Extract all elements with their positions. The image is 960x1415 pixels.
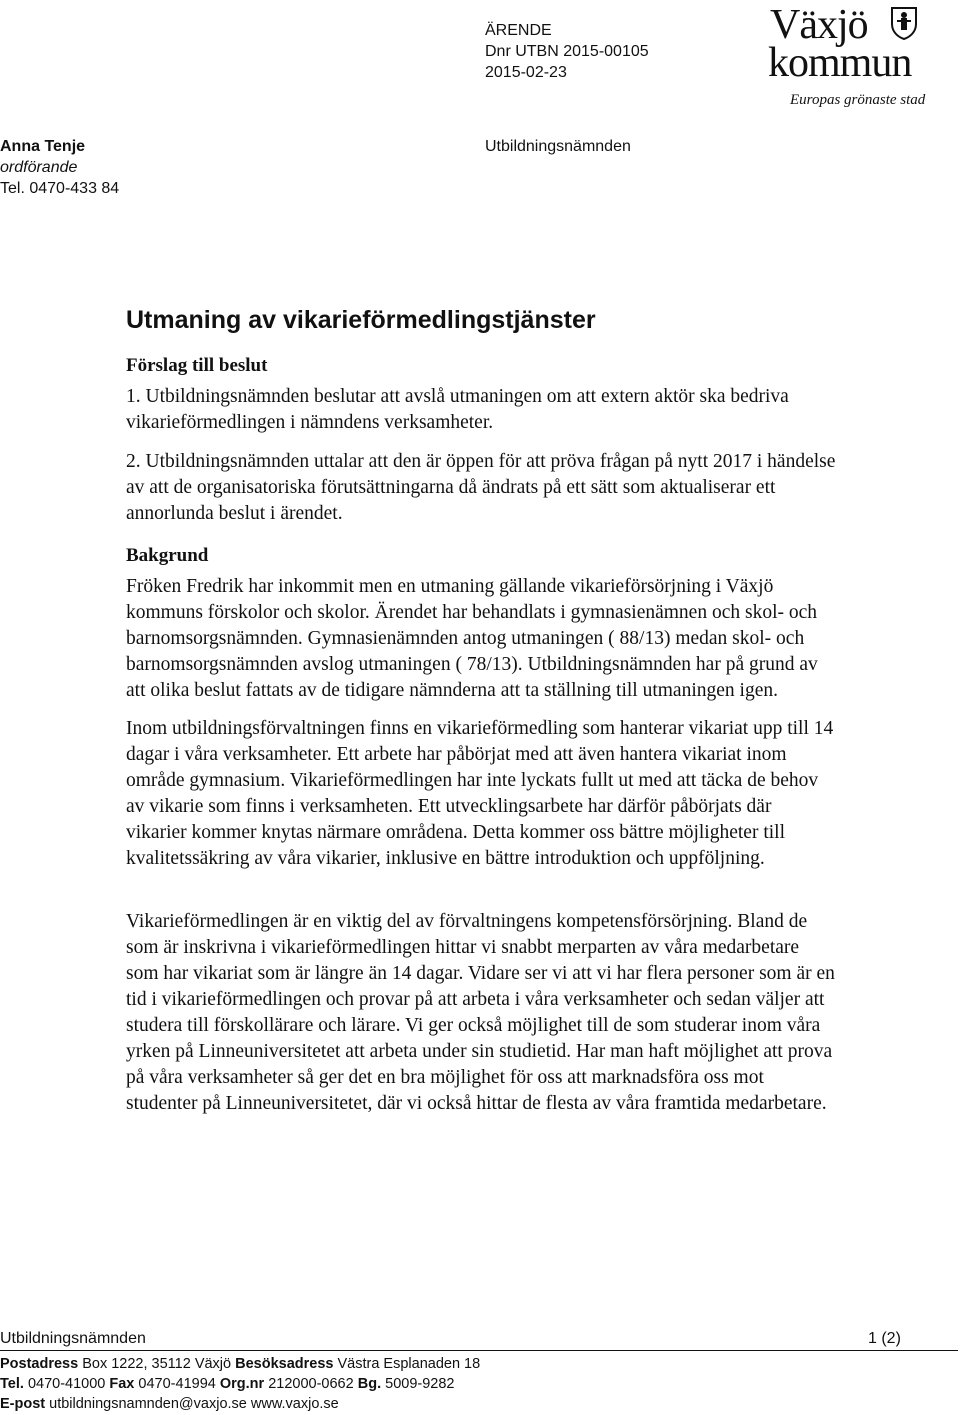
- coat-of-arms-icon: [890, 6, 918, 40]
- background-paragraph-1: Fröken Fredrik har inkommit men en utmaning gällande vikarieförsörjning i Växjö kommuns förskolor och skolor. Ärendet har behandlats i gymnasienämnen och skol- och barnomsorgsnämnden. Gymnasienämnden antog utmaningen ( 88/13) medan skol- och barnomsorgsnämnden avslog utmaningen ( 78/13). Utbildningsnämnden har på grund av att olika beslut fattats av de tidigare nämnderna att ta ställning till utmaningen igen.: [126, 576, 818, 701]
- tel-value: 0470-41000: [27, 1376, 106, 1392]
- email-line: [0, 1394, 480, 1414]
- sender-role: ordförande: [0, 159, 78, 176]
- sender-block: [0, 136, 119, 199]
- background-paragraph-2: Inom utbildningsförvaltningen finns en vikarieförmedling som hanterar vikariat upp till 14 dagar i våra verksamheter. Ett arbete har påbörjat med att även hantera vikariat inom område gymnasium. Vikarieförmedlingen har inte lyckats fullt ut med att täcka de behov av vikarie som finns i verksamheten. Ett utvecklingsarbete har därför påbörjats där vikarier kommer knytas närmare områdena. Detta kommer oss bättre möjligheter till kvalitetssäkring av våra vikarier, inklusive en bättre introduktion och uppföljning.: [126, 718, 834, 869]
- sender-name: Anna Tenje: [0, 138, 86, 155]
- footer-org: Utbildningsnämnden: [0, 1330, 146, 1347]
- postal-value: Box 1222, 35112 Växjö: [82, 1356, 232, 1372]
- orgnr-label: Org.nr: [219, 1376, 265, 1392]
- document-title: Utmaning av vikarieförmedlingstjänster: [126, 306, 596, 334]
- document-meta: [485, 20, 649, 83]
- visit-label: Besöksadress: [235, 1356, 334, 1372]
- orgnr-value: 212000-0662: [268, 1376, 354, 1392]
- proposal-item-2: 2. Utbildningsnämnden uttalar att den är öppen för att pröva frågan på nytt 2017 i händelse av att de organisatoriska förutsättningarna då ändrats på ett sätt som aktualiserar ett annorlunda beslut i ärendet.: [126, 451, 836, 524]
- vaxjo-kommun-logo: [762, 4, 952, 114]
- footer: [0, 1330, 960, 1412]
- logo-tagline: Europas grönaste stad: [790, 92, 926, 108]
- background-heading: Bakgrund: [126, 545, 209, 566]
- numbers-line: [0, 1374, 480, 1394]
- contact-details: [0, 1354, 480, 1414]
- logo-line-1: Växjö: [770, 2, 868, 48]
- background-paragraph-3: Vikarieförmedlingen är en viktig del av förvaltningens kompetensförsörjning. Bland de som är inskrivna i vikarieförmedlingen hittar vi snabbt merparten av våra medarbetare som har vikariat som är längre än 14 dagar. Vidare ser vi att vi har flera personer som är en tid i vikarieförmedlingen och provar på att arbeta i våra verksamheter och sedan väljer att studera till förskollärare och lärare. Vi ger också möjlighet till de som studerar inom våra yrken på Linneuniversitetet att arbeta under sin studietid. Har man haft möjlighet att prova på våra verksamheter så ger det en bra möjlighet för oss att marknadsföra oss mot studenter på Linneuniversitetet, där vi också hittar de flesta av våra framtida medarbetare.: [126, 911, 835, 1114]
- recipient: Utbildningsnämnden: [485, 138, 631, 155]
- footer-divider: [0, 1350, 958, 1351]
- fax-value: 0470-41994: [138, 1376, 216, 1392]
- sender-phone: Tel. 0470-433 84: [0, 180, 120, 197]
- tel-label: Tel.: [0, 1376, 24, 1392]
- proposal-item-1: 1. Utbildningsnämnden beslutar att avslå utmaningen om att extern aktör ska bedriva vikarieförmedlingen i nämndens verksamheter.: [126, 386, 789, 433]
- reference-number: Dnr UTBN 2015-00105: [485, 43, 649, 60]
- bg-label: Bg.: [357, 1376, 382, 1392]
- email-label: E-post: [0, 1396, 46, 1412]
- document-body: [126, 303, 836, 1117]
- proposal-heading: Förslag till beslut: [126, 355, 268, 376]
- fax-label: Fax: [109, 1376, 135, 1392]
- postal-label: Postadress: [0, 1356, 79, 1372]
- address-line: [0, 1354, 480, 1374]
- visit-value: Västra Esplanaden 18: [337, 1356, 481, 1372]
- bg-value: 5009-9282: [385, 1376, 455, 1392]
- footer-top: [0, 1330, 960, 1350]
- website-link[interactable]: www.vaxjo.se: [250, 1396, 339, 1412]
- page-number: 1 (2): [868, 1330, 901, 1347]
- document-date: 2015-02-23: [485, 64, 567, 81]
- email-link[interactable]: utbildningsnamnden@vaxjo.se: [49, 1396, 247, 1412]
- doc-type: ÄRENDE: [485, 22, 552, 39]
- logo-line-2: kommun: [768, 40, 912, 86]
